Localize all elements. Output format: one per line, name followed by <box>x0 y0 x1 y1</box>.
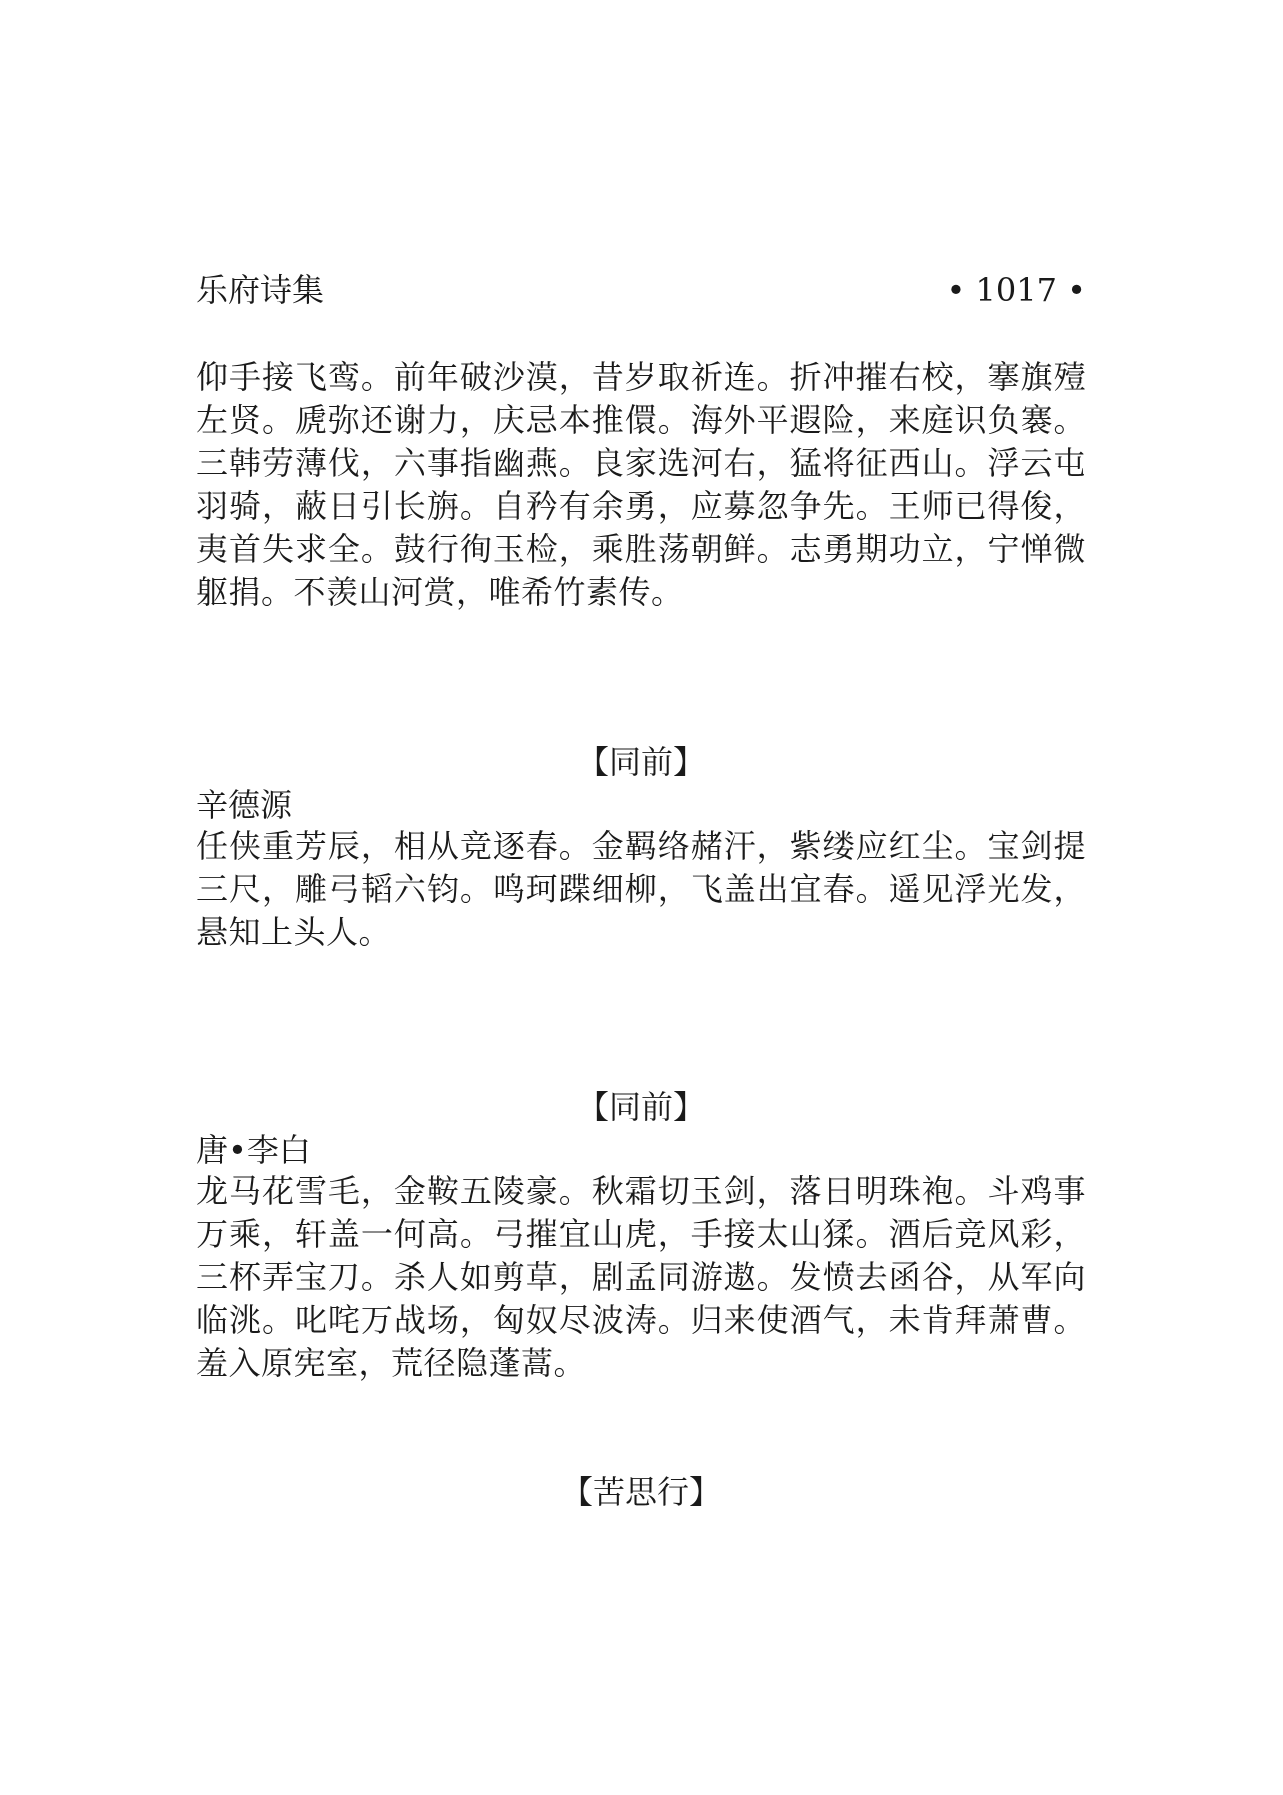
section-heading: 【同前】 <box>576 743 705 781</box>
poem-text: 龙马花雪毛，金鞍五陵豪。秋霜切玉剑，落日明珠袍。斗鸡事万乘，轩盖一何高。弓摧宜山虎，手接太山猱。酒后竞风彩，三杯弄宝刀。杀人如剪草，剧孟同游遨。发愤去函谷，从军向临洮。叱咤万战场，匈奴尽波涛。归来使酒气，未肯拜萧曹。羞入原宪室，荒径隐蓬蒿。 <box>196 1172 1086 1382</box>
section-heading: 【苦思行】 <box>560 1473 721 1511</box>
poem-text-continued: 仰手接飞鸾。前年破沙漠，昔岁取祈连。折冲摧右校，搴旗殪左贤。虒弥还谢力，庆忌本推儇。海外平遐险，来庭识负褰。三韩劳薄伐，六事指幽燕。良家选河右，猛将征西山。浮云屯羽骑，蔽日引长旃。自矜有余勇，应募忽争先。王师已得俊，夷首失求全。鼓行徇玉检，乘胜荡朝鲜。志勇期功立，宁惮微躯捐。不羡山河赏，唯希竹素传。 <box>196 358 1086 611</box>
poem-author: 辛德源 <box>196 786 293 824</box>
section-heading: 【同前】 <box>576 1088 705 1126</box>
poem-author: 唐•李白 <box>196 1131 311 1169</box>
poem-text: 任侠重芳辰，相从竞逐春。金羁络赭汗，紫缕应红尘。宝剑提三尺，雕弓韬六钧。鸣珂蹀细柳，飞盖出宜春。遥见浮光发，悬知上头人。 <box>196 827 1086 951</box>
book-title: 乐府诗集 <box>196 271 325 309</box>
page-number: • 1017 • <box>946 271 1086 309</box>
page-header <box>196 268 1086 312</box>
